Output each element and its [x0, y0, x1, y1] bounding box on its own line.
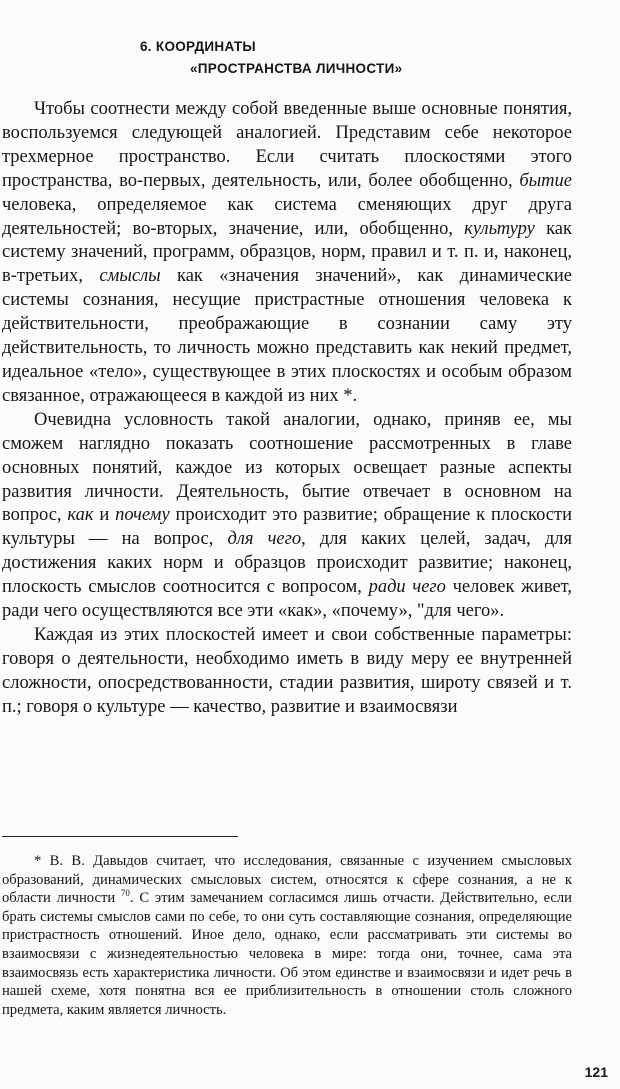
p3-text-1: Каждая из этих плоскостей имеет и свои собственные параметры: говоря о деятельности, необходимо иметь в виду меру ее внутренней сложности, опосредствованности, стадии развития, широту связей и т. п.; говоря о культуре — качество, развитие и взаимосвязи — [2, 624, 572, 717]
main-text — [2, 98, 572, 720]
p2-emphasis-4: ради чего — [368, 577, 446, 598]
footnote-paragraph — [2, 852, 572, 1019]
p1-text-1: Чтобы соотнести между собой введенные выше основные понятия, воспользуемся следующей аналогией. Представим себе некоторое трехмерное пространство. Если считать плоскостями этого пространства, во-первых, деятельность, или, более обобщенно, — [2, 99, 572, 191]
page-number: 121 — [584, 1064, 608, 1080]
p1-text-4: как «значения значений», как динамические системы сознания, несущие пристрастные отношения человека к действительности, преображающие в сознании саму эту действительность, то личность можно представить как некий предмет, идеальное «тело», существующее в этих плоскостях и особым образом связанное, отражающееся в каждой из них *. — [2, 266, 572, 406]
p2-emphasis-1: как — [67, 505, 94, 526]
section-heading-line-2: «ПРОСТРАНСТВА ЛИЧНОСТИ» — [190, 61, 403, 76]
paragraph-2 — [2, 409, 572, 624]
p2-emphasis-2: почему — [115, 505, 170, 526]
p1-emphasis-3: смыслы — [99, 266, 161, 287]
footnote-divider — [2, 836, 238, 837]
p2-text-5: человек живет, ради чего осуществляются все эти «как», «почему», "для чего». — [2, 577, 572, 622]
p2-text-2: и — [93, 505, 116, 526]
footnote-reference: 70 — [120, 888, 130, 899]
p2-text-4: , для каких целей, задач, для достижения каких норм и образцов происходит развитие; наконец, плоскость смыслов соотносится с вопросом, — [2, 529, 573, 598]
p1-text-2: человека, определяемое как система сменяющих друг друга деятельностей; во-вторых, значение, или, обобщенно, — [2, 194, 572, 239]
p1-emphasis-1: бытие — [519, 170, 572, 191]
paragraph-1 — [2, 98, 572, 409]
section-heading — [140, 36, 480, 80]
p2-text-3: происходит это развитие; обращение к плоскости культуры — на вопрос, — [2, 505, 572, 550]
p1-emphasis-2: культуру — [464, 218, 535, 239]
p2-text-1: Очевидна условность такой аналогии, однако, приняв ее, мы сможем наглядно показать соотношение рассмотренных в главе основных понятий, каждое из которых освещает разные аспекты развития личности. Деятельность, бытие отвечает в основном на вопрос, — [2, 409, 572, 526]
footnote-text-2: . С этим замечанием согласимся лишь отчасти. Действительно, если брать системы смыслов сами по себе, то они суть составляющие сознания, определяющие пристрастность отношений. Иное дело, однако, если рассматривать эти системы во взаимосвязи с жизнедеятельностью человека в мире: тогда они, точнее, сама эта взаимосвязь есть характеристика личности. Об этом единстве и взаимосвязи и идет речь в нашей схеме, хотя понятна вся ее приблизительность в отношении столь сложного предмета, каким является личность. — [2, 890, 572, 1018]
paragraph-3 — [2, 624, 572, 720]
footnote-text-1: * В. В. Давыдов считает, что исследования, связанные с изучением смысловых образований, динамических смысловых систем, относятся к сфере сознания, а не к области личности — [2, 853, 572, 907]
p2-emphasis-3: для чего — [227, 529, 302, 550]
section-heading-line-1: 6. КООРДИНАТЫ — [140, 39, 256, 54]
footnote — [2, 852, 572, 1019]
p1-text-3: как систему значений, программ, образцов, норм, правил и т. п. и, наконец, в-третьих, — [2, 218, 572, 287]
